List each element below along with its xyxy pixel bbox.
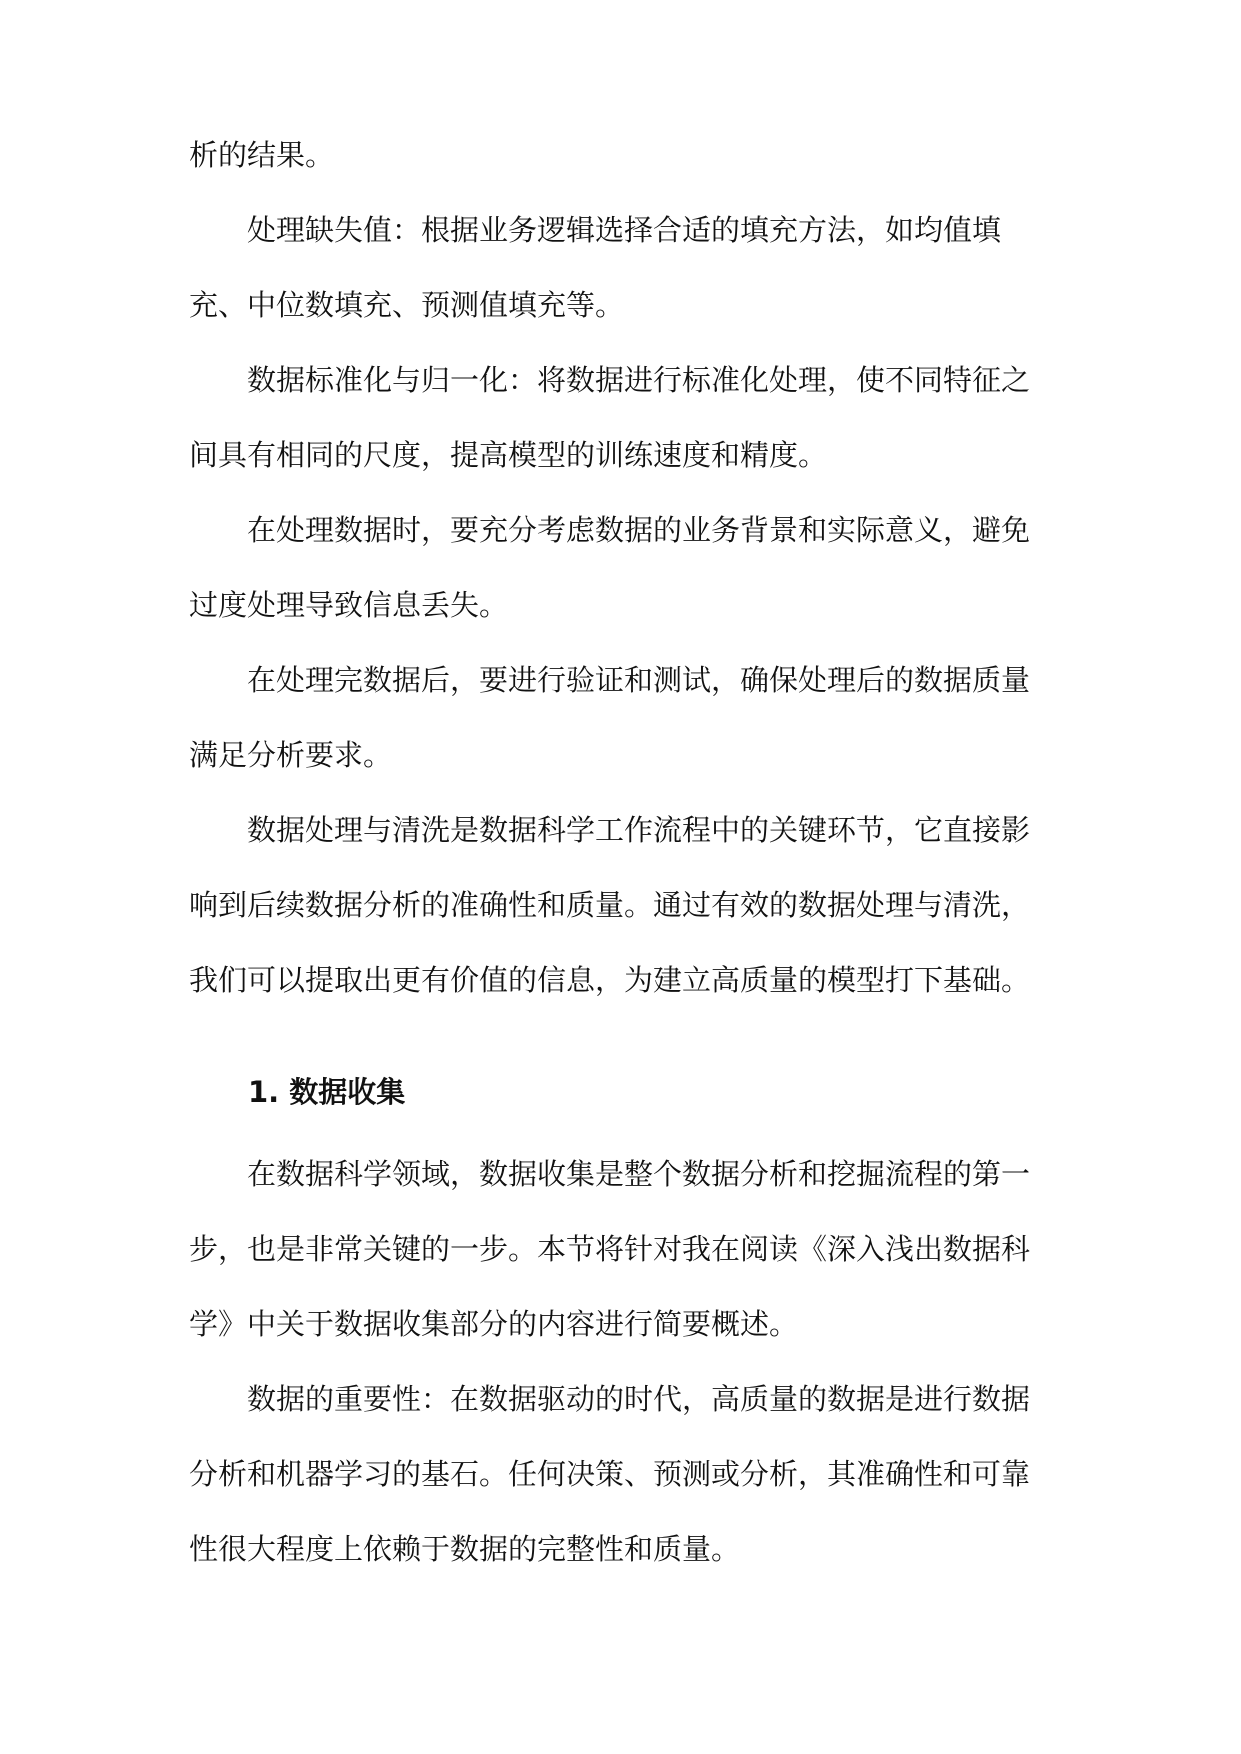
paragraph-normalization: 数据标准化与归一化：将数据进行标准化处理，使不同特征之间具有相同的尺度，提高模型的训练速度和精度。 [189,363,1031,472]
paragraph-summary: 数据处理与清洗是数据科学工作流程中的关键环节，它直接影响到后续数据分析的准确性和质量。通过有效的数据处理与清洗，我们可以提取出更有价值的信息，为建立高质量的模型打下基础。 [189,813,1031,997]
section-heading: 1. 数据收集 [248,1075,406,1109]
paragraph-validation: 在处理完数据后，要进行验证和测试，确保处理后的数据质量满足分析要求。 [189,663,1031,772]
paragraph-missing-values: 处理缺失值：根据业务逻辑选择合适的填充方法，如均值填充、中位数填充、预测值填充等。 [189,213,1002,322]
paragraph-business-context: 在处理数据时，要充分考虑数据的业务背景和实际意义，避免过度处理导致信息丢失。 [189,513,1031,622]
paragraph-data-collection-intro: 在数据科学领域，数据收集是整个数据分析和挖掘流程的第一步，也是非常关键的一步。本节将针对我在阅读《深入浅出数据科学》中关于数据收集部分的内容进行简要概述。 [189,1157,1031,1341]
paragraph-continuation: 析的结果。 [189,138,335,172]
paragraph-data-importance: 数据的重要性：在数据驱动的时代，高质量的数据是进行数据分析和机器学习的基石。任何决策、预测或分析，其准确性和可靠性很大程度上依赖于数据的完整性和质量。 [189,1382,1031,1566]
